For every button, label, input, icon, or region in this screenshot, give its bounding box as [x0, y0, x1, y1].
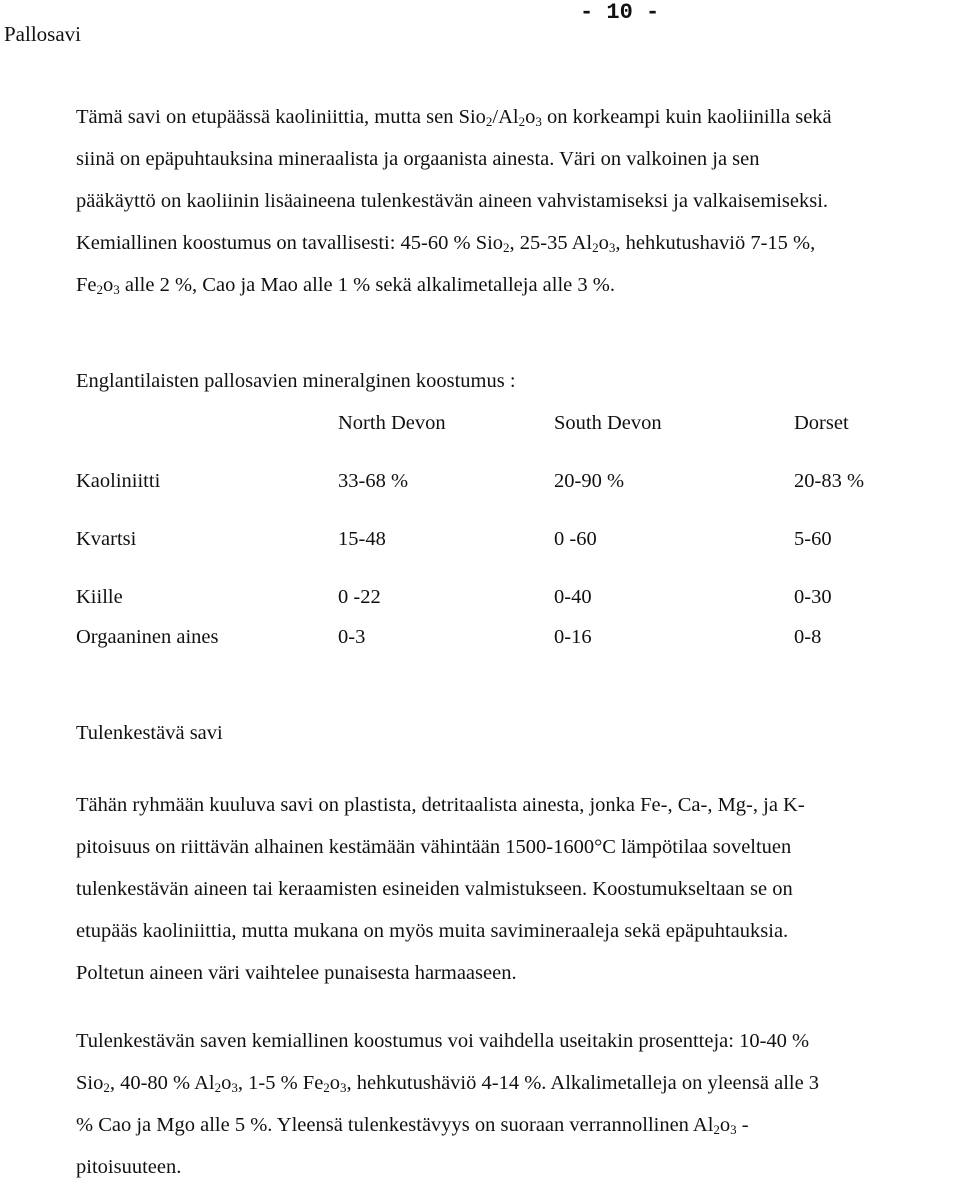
paragraph-2-line-1: Tähän ryhmään kuuluva savi on plastista, detritaalista ainesta, jonka Fe-, Ca-, Mg-, ja K- [76, 794, 805, 816]
column-header-dorset: Dorset [794, 412, 849, 434]
table-cell: 0-16 [554, 626, 592, 648]
table-cell: 0-8 [794, 626, 822, 648]
section-title: Pallosavi [4, 22, 81, 46]
paragraph-2-line-5: Poltetun aineen väri vaihtelee punaisesta harmaaseen. [76, 962, 517, 984]
table-cell: 33-68 % [338, 470, 409, 492]
table-caption: Englantilaisten pallosavien mineralginen koostumus : [76, 370, 516, 392]
page-number: - 10 - [580, 0, 660, 25]
paragraph-3-line-1: Tulenkestävän saven kemiallinen koostumus voi vaihdella useitakin prosentteja: 10-40 % [76, 1030, 810, 1052]
column-header-north-devon: North Devon [338, 412, 446, 434]
paragraph-2-line-2: pitoisuus on riittävän alhainen kestämään vähintään 1500-1600°C lämpötilaa soveltuen [76, 836, 792, 858]
paragraph-1-line-1: Tämä savi on etupäässä kaoliniittia, mutta sen $Sio_2/Al_2o_3$ on korkeampi kuin kaoliinilla sekä [76, 106, 832, 129]
table-cell: 0 -60 [554, 528, 597, 550]
row-label: Orgaaninen aines [76, 626, 219, 648]
table-cell: 5-60 [794, 528, 832, 550]
paragraph-1-line-5: $Fe_2o_3$ alle 2 %, Cao ja Mao alle 1 % sekä alkalimetalleja alle 3 %. [76, 274, 615, 297]
paragraph-3-line-4: pitoisuuteen. [76, 1156, 182, 1178]
table-cell: 20-83 % [794, 470, 865, 492]
row-label: Kaoliniitti [76, 470, 161, 492]
paragraph-3-line-2: Sio$_2$, 40-80 % $Al_2o_3$, 1-5 % $Fe_2o_3$, hehkutushäviö 4-14 %. Alkalimetalleja on yleensä alle 3 [76, 1072, 820, 1095]
row-label: Kiille [76, 586, 123, 608]
paragraph-3-line-3: % Cao ja Mgo alle 5 %. Yleensä tulenkestävyys on suoraan verrannollinen $Al_2o_3$ - [76, 1114, 749, 1137]
section-heading: Tulenkestävä savi [76, 722, 223, 744]
table-cell: 15-48 [338, 528, 386, 550]
table-cell: 20-90 % [554, 470, 625, 492]
column-header-south-devon: South Devon [554, 412, 662, 434]
paragraph-1-line-4: Kemiallinen koostumus on tavallisesti: 45-60 % Sio$_2$, 25-35 $Al_2o_3$, hehkutushaviö 7-15 %, [76, 232, 816, 255]
paragraph-2-line-3: tulenkestävän aineen tai keraamisten esineiden valmistukseen. Koostumukseltaan se on [76, 878, 793, 900]
table-cell: 0-3 [338, 626, 366, 648]
paragraph-2-line-4: etupääs kaoliniittia, mutta mukana on myös muita savimineraaleja sekä epäpuhtauksia. [76, 920, 789, 942]
row-label: Kvartsi [76, 528, 137, 550]
paragraph-1-line-2: siinä on epäpuhtauksina mineraalista ja orgaanista ainesta. Väri on valkoinen ja sen [76, 148, 760, 170]
table-cell: 0-40 [554, 586, 592, 608]
table-cell: 0 -22 [338, 586, 381, 608]
table-cell: 0-30 [794, 586, 832, 608]
paragraph-1-line-3: pääkäyttö on kaoliinin lisäaineena tulenkestävän aineen vahvistamiseksi ja valkaisemiseksi. [76, 190, 829, 212]
